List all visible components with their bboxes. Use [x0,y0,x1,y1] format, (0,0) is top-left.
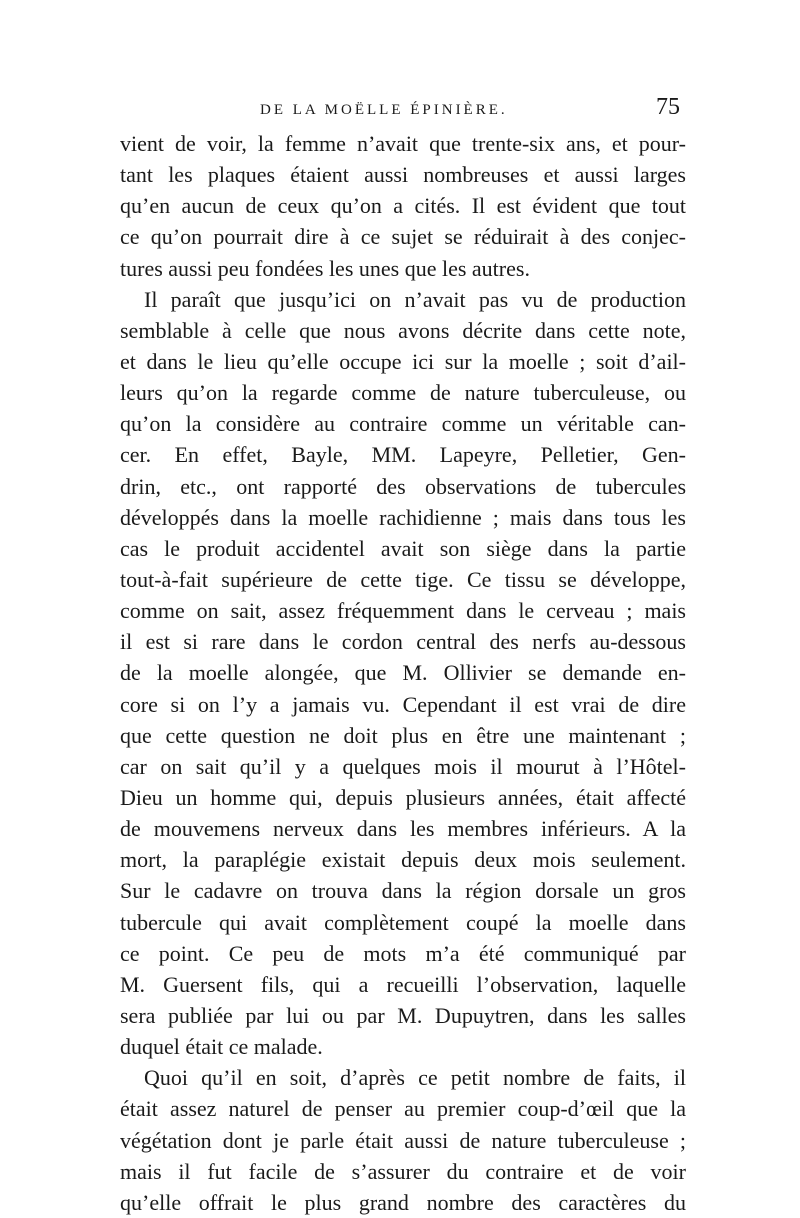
text-line: était assez naturel de penser au premier coup-d’œil que la [120,1096,686,1122]
running-head-title: DE LA MOËLLE ÉPINIÈRE. [260,102,508,118]
text-line: de la moelle alongée, que M. Ollivier se demande en- [120,660,686,686]
text-line: M. Guersent fils, qui a recueilli l’observation, laquelle [120,971,686,997]
text-line: qu’on la considère au contraire comme un véritable can- [120,411,686,437]
text-line: tant les plaques étaient aussi nombreuses et aussi larges [120,162,686,188]
text-line: duquel était ce malade. [120,1034,323,1060]
text-line: développés dans la moelle rachidienne ; mais dans tous les [120,504,686,530]
text-line: qu’elle offrait le plus grand nombre des caractères du [120,1189,686,1215]
body-text [120,128,686,1218]
text-line: car on sait qu’il y a quelques mois il mourut à l’Hôtel- [120,753,686,779]
text-line: que cette question ne doit plus en être une maintenant ; [120,722,686,748]
text-line: tout-à-fait supérieure de cette tige. Ce tissu se développe, [120,566,686,592]
text-line: ce qu’on pourrait dire à ce sujet se réduirait à des conjec- [120,224,686,250]
text-line: mort, la paraplégie existait depuis deux mois seulement. [120,847,686,873]
text-line: mais il fut facile de s’assurer du contraire et de voir [120,1158,686,1184]
page-number: 75 [656,94,680,120]
text-line: et dans le lieu qu’elle occupe ici sur la moelle ; soit d’ail- [120,348,686,374]
text-line: cer. En effet, Bayle, MM. Lapeyre, Pelletier, Gen- [120,442,686,468]
running-head [120,94,686,128]
text-line: de mouvemens nerveux dans les membres inférieurs. A la [120,816,686,842]
text-line: vient de voir, la femme n’avait que trente-six ans, et pour- [120,131,686,156]
text-line: il est si rare dans le cordon central des nerfs au-dessous [120,629,686,655]
text-line: qu’en aucun de ceux qu’on a cités. Il est évident que tout [120,193,686,219]
text-line: semblable à celle que nous avons décrite dans cette note, [120,317,686,343]
text-line: sera publiée par lui ou par M. Dupuytren, dans les salles [120,1002,686,1028]
text-line: leurs qu’on la regarde comme de nature tuberculeuse, ou [120,380,686,406]
text-line: ce point. Ce peu de mots m’a été communiqué par [120,940,686,966]
text-line: core si on l’y a jamais vu. Cependant il est vrai de dire [120,691,686,717]
text-line: végétation dont je parle était aussi de nature tuberculeuse ; [120,1127,686,1153]
text-line: drin, etc., ont rapporté des observations de tubercules [120,473,686,499]
text-line: tures aussi peu fondées les unes que les autres. [120,255,530,281]
text-line: Sur le cadavre on trouva dans la région dorsale un gros [120,878,686,904]
text-line: cas le produit accidentel avait son siège dans la partie [120,535,686,561]
text-line: Il paraît que jusqu’ici on n’avait pas vu de production [144,286,686,312]
text-line: comme on sait, assez fréquemment dans le cerveau ; mais [120,598,686,624]
text-line: Dieu un homme qui, depuis plusieurs années, était affecté [120,784,686,810]
text-line: tubercule qui avait complètement coupé la moelle dans [120,909,686,935]
text-line: Quoi qu’il en soit, d’après ce petit nombre de faits, il [144,1065,686,1091]
